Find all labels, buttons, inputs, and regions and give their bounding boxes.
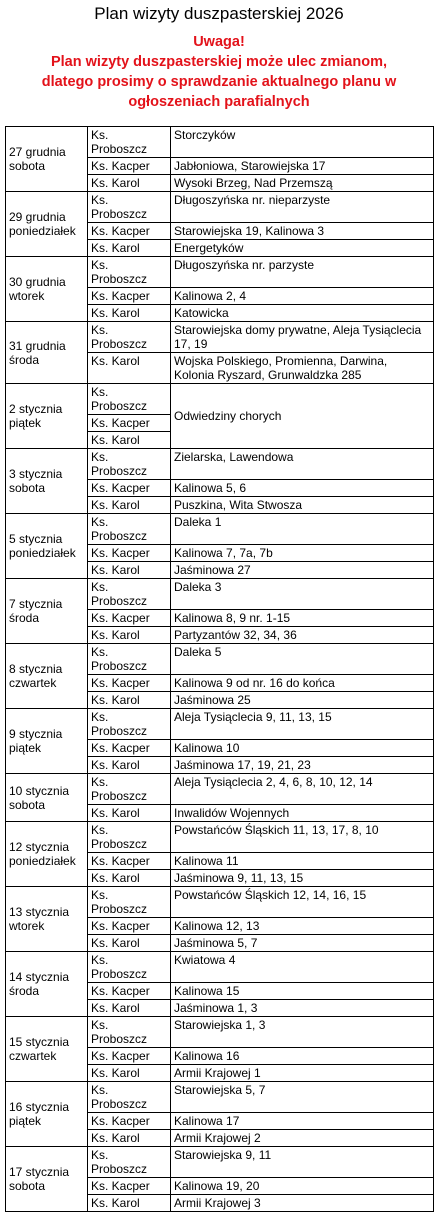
priest-cell: Ks. Kacper xyxy=(88,223,171,240)
area-cell: Kwiatowa 4 xyxy=(171,952,434,983)
visit-date: 31 grudnia xyxy=(9,338,66,353)
priest-cell: Ks. Kacper xyxy=(88,288,171,305)
visit-weekday: wtorek xyxy=(9,919,45,933)
visit-day-cell xyxy=(6,384,88,449)
priest-cell: Ks. Proboszcz xyxy=(88,774,171,805)
visit-weekday: sobota xyxy=(9,481,46,495)
area-cell: Puszkina, Wita Stwosza xyxy=(171,497,434,514)
priest-cell: Ks. Kacper xyxy=(88,158,171,175)
area-cell: Jabłoniowa, Starowiejska 17 xyxy=(171,158,434,175)
table-row xyxy=(6,192,434,223)
priest-cell: Ks. Kacper xyxy=(88,675,171,692)
area-cell: Długoszyńska nr. parzyste xyxy=(171,257,434,288)
table-row xyxy=(6,449,434,480)
priest-cell: Ks. Kacper xyxy=(88,545,171,562)
visit-weekday: środa xyxy=(9,611,40,625)
area-cell: Kalinowa 8, 9 nr. 1-15 xyxy=(171,610,434,627)
visit-weekday: piątek xyxy=(9,1114,42,1128)
area-cell: Daleka 3 xyxy=(171,579,434,610)
area-cell: Armii Krajowej 1 xyxy=(171,1065,434,1082)
area-cell: Partyzantów 32, 34, 36 xyxy=(171,627,434,644)
table-row xyxy=(6,644,434,675)
visit-weekday: poniedziałek xyxy=(9,546,76,560)
visit-date: 5 stycznia xyxy=(9,532,63,546)
priest-cell: Ks. Proboszcz xyxy=(88,579,171,610)
area-cell: Aleja Tysiąclecia 2, 4, 6, 8, 10, 12, 14 xyxy=(171,774,434,805)
area-cell: Kalinowa 15 xyxy=(171,983,434,1000)
priest-cell: Ks. Karol xyxy=(88,1065,171,1082)
area-cell: Zielarska, Lawendowa xyxy=(171,449,434,480)
priest-cell: Ks. Karol xyxy=(88,432,171,449)
area-cell: Kalinowa 7, 7a, 7b xyxy=(171,545,434,562)
table-row xyxy=(6,1082,434,1113)
area-cell: Kalinowa 17 xyxy=(171,1113,434,1130)
area-cell: Jaśminowa 17, 19, 21, 23 xyxy=(171,757,434,774)
priest-cell: Ks. Proboszcz xyxy=(88,384,171,415)
priest-cell: Ks. Karol xyxy=(88,1000,171,1017)
visit-date: 27 grudnia xyxy=(9,145,66,159)
visit-weekday: poniedziałek xyxy=(9,224,76,238)
visit-day-cell xyxy=(6,514,88,579)
area-cell: Długoszyńska nr. nieparzyste xyxy=(171,192,434,223)
priest-cell: Ks. Proboszcz xyxy=(88,644,171,675)
area-cell: Wojska Polskiego, Promienna, Darwina, Kolonia Ryszard, Grunwaldzka 285 xyxy=(171,353,434,384)
area-cell: Armii Krajowej 2 xyxy=(171,1130,434,1147)
area-cell: Kalinowa 2, 4 xyxy=(171,288,434,305)
priest-cell: Ks. Proboszcz xyxy=(88,127,171,158)
priest-cell: Ks. Karol xyxy=(88,935,171,952)
visit-day-cell xyxy=(6,1082,88,1147)
visit-date: 8 stycznia xyxy=(9,662,63,676)
priest-cell: Ks. Kacper xyxy=(88,610,171,627)
area-cell: Starowiejska 5, 7 xyxy=(171,1082,434,1113)
area-cell: Storczyków xyxy=(171,127,434,158)
visit-day-cell xyxy=(6,1147,88,1212)
table-row xyxy=(6,1017,434,1048)
table-row xyxy=(6,579,434,610)
visit-day-cell xyxy=(6,774,88,822)
visit-weekday: sobota xyxy=(9,1179,46,1193)
notice-line: dlatego prosimy o sprawdzanie aktualnego planu w xyxy=(41,74,397,90)
area-cell: Kalinowa 10 xyxy=(171,740,434,757)
visit-day-cell xyxy=(6,257,88,322)
priest-cell: Ks. Proboszcz xyxy=(88,1082,171,1113)
priest-cell: Ks. Karol xyxy=(88,240,171,257)
table-row xyxy=(6,514,434,545)
priest-cell: Ks. Proboszcz xyxy=(88,1017,171,1048)
area-cell: Kalinowa 12, 13 xyxy=(171,918,434,935)
visit-day-cell xyxy=(6,322,88,384)
priest-cell: Ks. Karol xyxy=(88,1130,171,1147)
area-cell: Kalinowa 5, 6 xyxy=(171,480,434,497)
visit-date: 9 stycznia xyxy=(9,727,63,741)
notice xyxy=(0,32,438,112)
priest-cell: Ks. Kacper xyxy=(88,740,171,757)
priest-cell: Ks. Kacper xyxy=(88,853,171,870)
priest-cell: Ks. Karol xyxy=(88,305,171,322)
table-row xyxy=(6,774,434,805)
priest-cell: Ks. Proboszcz xyxy=(88,952,171,983)
priest-cell: Ks. Karol xyxy=(88,175,171,192)
priest-cell: Ks. Kacper xyxy=(88,983,171,1000)
area-cell: Starowiejska 19, Kalinowa 3 xyxy=(171,223,434,240)
table-row xyxy=(6,1147,434,1178)
priest-cell: Ks. Karol xyxy=(88,627,171,644)
area-cell: Powstańców Śląskich 11, 13, 17, 8, 10 xyxy=(171,822,434,853)
priest-cell: Ks. Kacper xyxy=(88,480,171,497)
area-cell: Starowiejska 1, 3 xyxy=(171,1017,434,1048)
visit-weekday: wtorek xyxy=(9,289,45,303)
schedule-table xyxy=(5,126,434,1212)
visit-weekday: środa xyxy=(9,352,40,367)
visit-day-cell xyxy=(6,887,88,952)
area-cell: Jaśminowa 1, 3 xyxy=(171,1000,434,1017)
visit-day-cell xyxy=(6,709,88,774)
area-cell: Kalinowa 9 od nr. 16 do końca xyxy=(171,675,434,692)
table-row xyxy=(6,257,434,288)
priest-cell: Ks. Proboszcz xyxy=(88,709,171,740)
visit-date: 14 stycznia xyxy=(9,970,70,984)
priest-cell: Ks. Proboszcz xyxy=(88,192,171,223)
priest-cell: Ks. Kacper xyxy=(88,415,171,432)
visit-day-cell xyxy=(6,822,88,887)
visit-date: 16 stycznia xyxy=(9,1100,70,1114)
priest-cell: Ks. Proboszcz xyxy=(88,887,171,918)
area-cell: Kalinowa 19, 20 xyxy=(171,1178,434,1195)
visit-date: 17 stycznia xyxy=(9,1165,70,1179)
priest-cell: Ks. Proboszcz xyxy=(88,514,171,545)
priest-cell: Ks. Kacper xyxy=(88,1178,171,1195)
table-row xyxy=(6,952,434,983)
area-cell: Jaśminowa 27 xyxy=(171,562,434,579)
area-cell: Kalinowa 16 xyxy=(171,1048,434,1065)
table-row xyxy=(6,887,434,918)
priest-cell: Ks. Proboszcz xyxy=(88,322,171,353)
area-cell: Jaśminowa 9, 11, 13, 15 xyxy=(171,870,434,887)
priest-cell: Ks. Karol xyxy=(88,562,171,579)
visit-weekday: sobota xyxy=(9,159,46,173)
visit-date: 29 grudnia xyxy=(9,210,66,224)
notice-heading: Uwaga! xyxy=(193,34,245,50)
visit-day-cell xyxy=(6,644,88,709)
visit-day-cell xyxy=(6,127,88,192)
visit-weekday: piątek xyxy=(9,741,42,755)
area-cell: Powstańców Śląskich 12, 14, 16, 15 xyxy=(171,887,434,918)
page-title: Plan wizyty duszpasterskiej 2026 xyxy=(94,4,344,23)
visit-date: 2 stycznia xyxy=(9,402,63,416)
area-cell: Kalinowa 11 xyxy=(171,853,434,870)
priest-cell: Ks. Kacper xyxy=(88,918,171,935)
area-cell: Jaśminowa 5, 7 xyxy=(171,935,434,952)
priest-cell: Ks. Karol xyxy=(88,1195,171,1212)
visit-date: 30 grudnia xyxy=(9,275,66,289)
visit-day-cell xyxy=(6,579,88,644)
area-cell: Aleja Tysiąclecia 9, 11, 13, 15 xyxy=(171,709,434,740)
area-cell: Armii Krajowej 3 xyxy=(171,1195,434,1212)
priest-cell: Ks. Karol xyxy=(88,870,171,887)
visit-day-cell xyxy=(6,449,88,514)
priest-cell: Ks. Karol xyxy=(88,497,171,514)
notice-line: ogłoszeniach parafialnych xyxy=(128,94,310,110)
table-row xyxy=(6,709,434,740)
area-cell: Daleka 1 xyxy=(171,514,434,545)
area-cell: Energetyków xyxy=(171,240,434,257)
priest-cell: Ks. Proboszcz xyxy=(88,822,171,853)
area-cell: Daleka 5 xyxy=(171,644,434,675)
visit-date: 13 stycznia xyxy=(9,905,70,919)
priest-cell: Ks. Proboszcz xyxy=(88,257,171,288)
area-cell: Katowicka xyxy=(171,305,434,322)
priest-cell: Ks. Karol xyxy=(88,805,171,822)
area-cell: Jaśminowa 25 xyxy=(171,692,434,709)
visit-weekday: czwartek xyxy=(9,1049,57,1063)
notice-line: Plan wizyty duszpasterskiej może ulec zmianom, xyxy=(50,54,388,70)
visit-weekday: czwartek xyxy=(9,676,57,690)
visit-weekday: piątek xyxy=(9,416,42,430)
visit-date: 10 stycznia xyxy=(9,783,70,798)
priest-cell: Ks. Proboszcz xyxy=(88,449,171,480)
visit-weekday: sobota xyxy=(9,797,46,812)
visit-day-cell xyxy=(6,1017,88,1082)
priest-cell: Ks. Karol xyxy=(88,757,171,774)
priest-cell: Ks. Kacper xyxy=(88,1048,171,1065)
priest-cell: Ks. Kacper xyxy=(88,1113,171,1130)
visit-date: 15 stycznia xyxy=(9,1035,70,1049)
area-cell: Odwiedziny chorych xyxy=(171,384,434,449)
table-row xyxy=(6,822,434,853)
table-row xyxy=(6,322,434,353)
priest-cell: Ks. Karol xyxy=(88,353,171,384)
priest-cell: Ks. Karol xyxy=(88,692,171,709)
area-cell: Starowiejska 9, 11 xyxy=(171,1147,434,1178)
area-cell: Inwalidów Wojennych xyxy=(171,805,434,822)
visit-weekday: środa xyxy=(9,984,40,998)
visit-date: 7 stycznia xyxy=(9,597,63,611)
priest-cell: Ks. Proboszcz xyxy=(88,1147,171,1178)
visit-date: 3 stycznia xyxy=(9,467,63,481)
visit-weekday: poniedziałek xyxy=(9,854,76,868)
visit-date: 12 stycznia xyxy=(9,840,70,854)
table-row xyxy=(6,384,434,415)
area-cell: Starowiejska domy prywatne, Aleja Tysiąclecia 17, 19 xyxy=(171,322,434,353)
visit-day-cell xyxy=(6,192,88,257)
area-cell: Wysoki Brzeg, Nad Przemszą xyxy=(171,175,434,192)
visit-day-cell xyxy=(6,952,88,1017)
table-row xyxy=(6,127,434,158)
